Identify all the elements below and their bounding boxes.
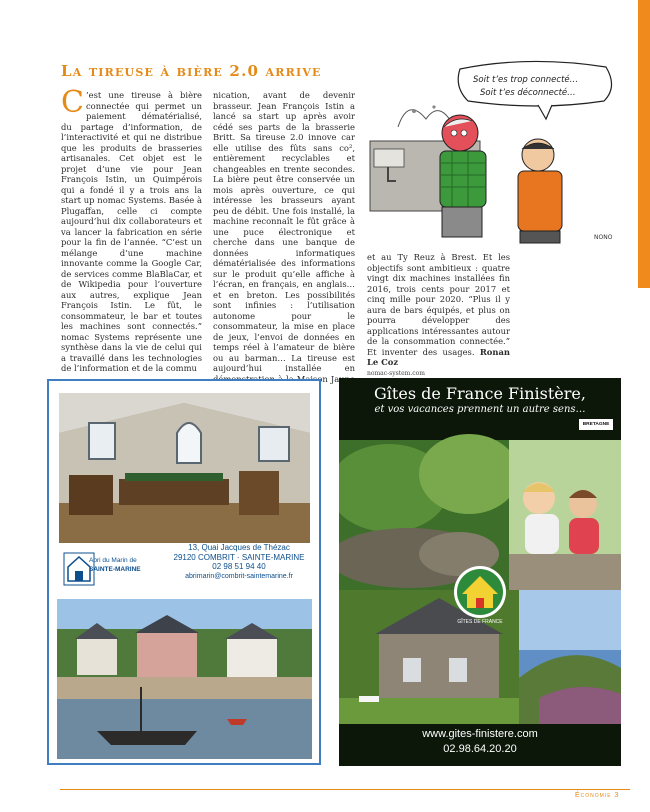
footer-section-page: Économie 3	[575, 792, 620, 799]
gites-title: Gîtes de France Finistère,	[374, 384, 586, 403]
abri-email: abrimarin@combrit-saintemarine.fr	[185, 572, 293, 580]
article-title: La tireuse à bière 2.0 arrive	[61, 62, 322, 80]
bretagne-badge: BRETAGNE	[579, 419, 613, 430]
abri-phone: 02 98 51 94 40	[212, 562, 266, 571]
article-column-3	[367, 252, 510, 379]
drop-cap: C	[61, 85, 84, 120]
column-1-text: ’est une tireuse à bière connectée qui permet un paiement dématérialisé, du partage d’information, de l’interactivité et qui ne distribue que les produits de brasseries artisanales. Cet objet est le projet d’une vie pour Jean François Istin, un Quimpérois qui a fondé il y a trois ans la start up nomac Systems. Basée à Plugaffan, celle ci compte aujourd’hui dix collaborateurs et va lancer la fabrication en série pour la fin de l’année. “C’est un mélange d’une machine innovante comme la Google Car, de services comme BlaBlaCar, et de Wikipedia pour l’ouverture aux autres, explique Jean François Istin. Le fût, le consommateur, le bar et toutes les machines sont connectés.” nomac Systems représente une synthèse dans la vie de celui qui a travaillé dans les technologies de l’information et de la commu	[61, 90, 202, 373]
gites-phone: 02.98.64.20.20	[443, 743, 517, 755]
footer-rule	[60, 789, 630, 790]
gites-subtitle: et vos vacances prennent un autre sens…	[374, 404, 586, 415]
abri-logo-line-1: Abri du Marin de	[89, 557, 137, 564]
article-column-2	[213, 90, 355, 395]
cartoon-signature: NONO	[594, 234, 613, 241]
article-column-1	[61, 85, 202, 374]
ad-gites-de-france	[339, 378, 621, 766]
column-2-text: nication, avant de devenir brasseur. Jean François Istin a lancé sa start up après avoir cédé ses parts de la brasserie Britt. Sa tireuse 2.0 innove car elle utilise des fûts sans co², entièrement recyclables et changeables en trente secondes. La bière peut être conservée un mois après ouverture, ce qui intéresse les brasseurs ayant peu de débit. Une fois installé, la machine reconnaît le fût grâce à une puce électronique et cherche dans une banque de données informatiques dématérialisée des informations sur le produit qu’elle affiche à l’écran, en français, en anglais… et en breton. Les possibilités sont infinies : l’utilisation autonome pour le consommateur, la mise en place de jeux, l’envoi de données en temps réel à l’amateur de bière ou au barman… La tireuse est aujourd’hui installée en	[213, 90, 355, 373]
gites-logo-text: GÎTES DE FRANCE	[457, 619, 503, 625]
abri-logo-text	[89, 556, 149, 574]
ad-abri-du-marin	[47, 379, 321, 765]
museum-interior-photo	[59, 393, 310, 543]
source-credit: nomac-system.com	[367, 369, 425, 377]
bubble-line-2: Soit t’es déconnecté…	[480, 88, 576, 98]
gites-website[interactable]: www.gites-finistere.com	[422, 728, 538, 740]
bubble-line-1: Soit t’es trop connecté…	[473, 75, 579, 85]
abri-address: 13, Quai Jacques de Thézac	[188, 543, 290, 552]
harbour-photo	[57, 599, 312, 759]
abri-logo-line-2: SAINTE-MARINE	[89, 566, 141, 573]
abri-city: 29120 COMBRIT · SAINTE-MARINE	[173, 552, 305, 562]
abri-contact-block	[159, 543, 319, 581]
column-3-text: et au Ty Reuz à Brest. Et les objectifs sont ambitieux : quatre vingt dix machines installées fin 2016, trois cents pour 2017 et cinq mille pour 2020. “Plus il y aura de bars équipés, et plus on pourra développer des applications intéressantes autour de la consommation connectée.” Et inventer des usages.	[367, 252, 510, 357]
author-signature: Ronan Le Coz	[367, 346, 510, 367]
gites-photo-collage	[339, 378, 621, 766]
cartoon-illustration	[368, 57, 620, 245]
orange-edge-tab	[638, 0, 650, 288]
